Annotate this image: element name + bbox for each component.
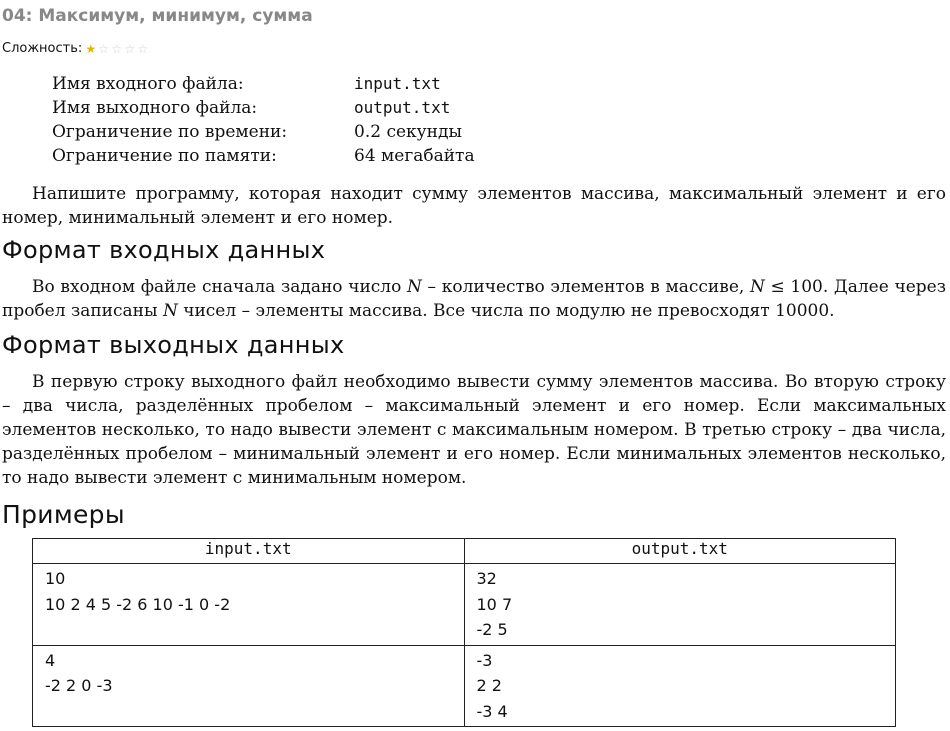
var-n: N [407,277,422,297]
limit-value: 64 мегабайта [354,146,475,166]
difficulty [2,41,149,56]
var-n: N [749,277,765,297]
example-row [33,564,896,646]
column-header-output: output.txt [464,539,896,564]
example-line: -2 5 [476,620,508,639]
limit-row-memory [52,144,475,168]
example-input-cell [33,564,465,646]
input-format-text-part: Во входном файле сначала задано число [32,277,408,297]
example-line: 10 [45,569,66,588]
limit-value: input.txt [354,74,441,93]
limit-row-input-file [52,72,475,96]
example-line: 32 [476,569,497,588]
star-empty-icon: ☆ [124,41,136,56]
limit-row-time [52,120,475,144]
input-format-heading: Формат входных данных [2,236,326,264]
examples-header-row [33,539,896,564]
input-format-text [2,275,946,323]
example-line: -3 [476,650,493,670]
limit-label: Имя выходного файла: [52,98,258,118]
star-filled-icon: ★ [85,41,97,56]
star-empty-icon: ☆ [137,41,149,56]
example-row [33,645,896,727]
input-format-text-part: – количество элементов в массиве, [421,277,750,297]
example-output-cell [464,645,896,727]
limit-label: Ограничение по памяти: [52,146,277,166]
difficulty-stars [84,43,149,55]
limit-label: Ограничение по времени: [52,122,288,142]
example-line: 10 7 [476,594,513,614]
difficulty-label: Сложность: [2,41,83,56]
limit-value: output.txt [354,98,451,117]
example-line: 4 [45,650,56,670]
output-format-heading: Формат выходных данных [2,331,345,359]
examples-heading: Примеры [2,500,125,529]
example-line: -3 4 [476,701,508,721]
column-header-input: input.txt [33,539,465,564]
star-empty-icon: ☆ [111,41,123,56]
limit-row-output-file [52,96,475,120]
problem-statement: Напишите программу, которая находит сумму элементов массива, максимальный элемент и его номер, минимальный элемент и его номер. [2,184,946,228]
limit-label: Имя входного файла: [52,74,244,94]
problem-title: 04: Максимум, минимум, сумма [2,6,313,26]
input-format-text-part: ≤ 100. Далее через пробел записаны [2,277,946,321]
examples-table [32,538,896,727]
example-line: 10 2 4 5 -2 6 10 -1 0 -2 [45,594,231,614]
input-format-text-part: чисел – элементы массива. Все числа по модулю не превосходят 10000. [177,301,835,321]
example-output-cell [464,564,896,646]
example-line: -2 2 0 -3 [45,676,113,695]
limit-value: 0.2 секунды [354,122,462,142]
star-empty-icon: ☆ [98,41,110,56]
example-input-cell [33,645,465,727]
output-format-text: В первую строку выходного файл необходимо вывести сумму элементов массива. Во вторую строку – два числа, разделённых пробелом – максимальный элемент и его номер. Если максимальных элементов несколько, то надо вывести элемент с максимальным номером. В третью строку – два числа, разделённых пробелом – минимальный элемент и его номер. Если минимальных элементов несколько, то надо вывести элемент с минимальным номером. [2,372,946,488]
var-n: N [162,301,178,321]
example-line: 2 2 [476,676,502,695]
limits-table [52,72,475,168]
